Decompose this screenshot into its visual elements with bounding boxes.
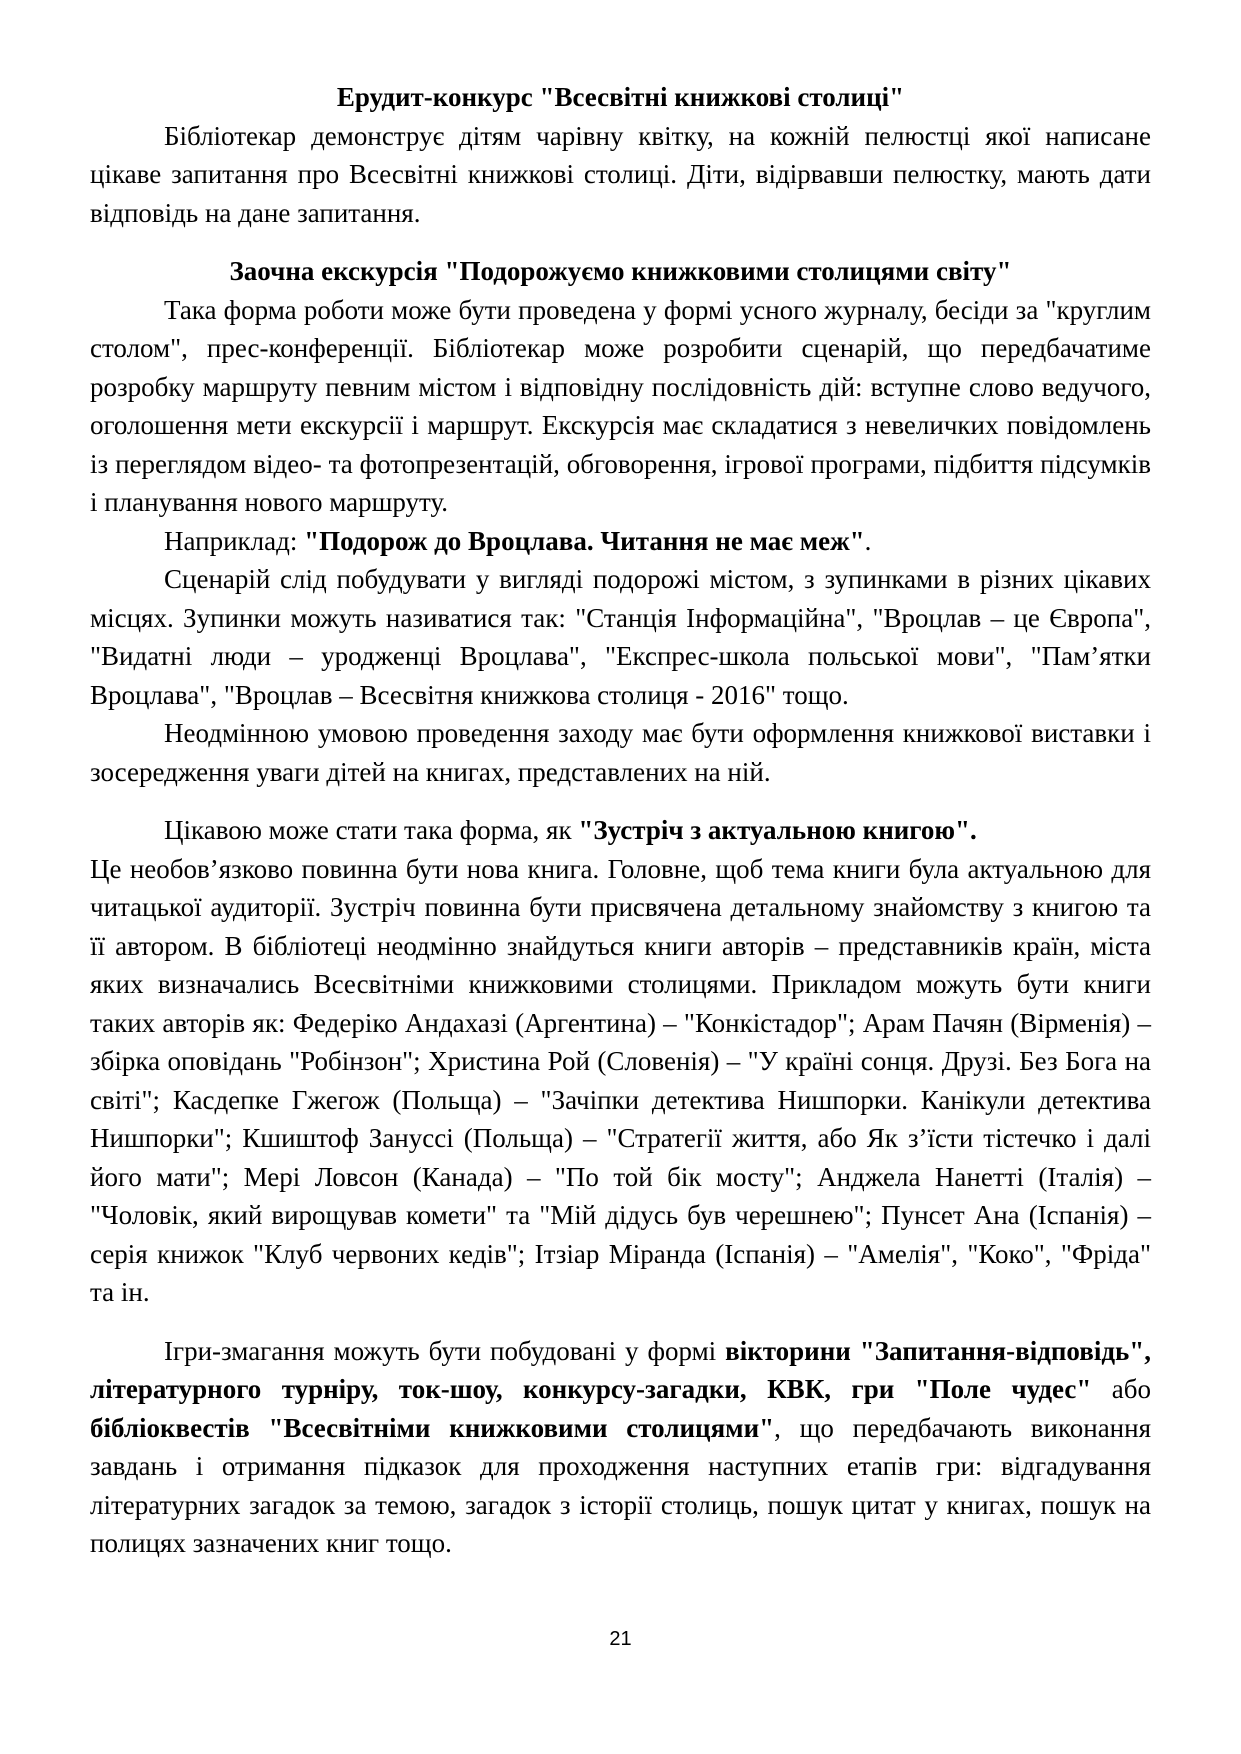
example-prefix: Наприклад: xyxy=(164,525,305,556)
page-number: 21 xyxy=(609,1628,632,1650)
spacer xyxy=(90,1312,1151,1332)
paragraph-meeting-description: Це необов’язково повинна бути нова книга. Головне, щоб тема книги була актуальною для читацької аудиторії. Зустріч повинна бути присвячена детальному знайомству з книгою та її автором. В бібліотеці неодмінно знайдуться книги авторів – представників країн, міста яких визначались Всесвітніми книжковими столицями. Прикладом можуть бути книги таких авторів як: Федеріко Андахазі (Аргентина) – "Конкістадор"; Арам Пачян (Вірменія) – збірка оповідань "Робінзон"; Христина Рой (Словенія) – "У країні сонця. Друзі. Без Бога на світі"; Касдепке Гжегож (Польща) – "Зачіпки детектива Нишпорки. Канікули детектива Нишпорки"; Кшиштоф Зануссі (Польща) – "Стратегії життя, або Як з’їсти тістечко і далі його мати"; Мері Ловсон (Канада) – "По той бік мосту"; Анджела Нанетті (Італія) – "Чоловік, який вирощував комети" та "Мій дідусь був черешнею"; Пунсет Ана (Іспанія) – серія книжок "Клуб червоних кедів"; Ітзіар Міранда (Іспанія) – "Амелія", "Коко", "Фріда" та ін. xyxy=(90,853,1151,1307)
paragraph-erudite-contest: Бібліотекар демонструє дітям чарівну квітку, на кожній пелюстці якої написане цікаве запитання про Всесвітні книжкові столиці. Діти, відірвавши пелюстку, мають дати відповідь на дане запитання. xyxy=(90,120,1151,228)
section-heading-erudite-contest: Ерудит-конкурс "Всесвітні книжкові столиці" xyxy=(336,82,905,112)
meeting-intro-prefix: Цікавою може стати така форма, як xyxy=(164,815,579,845)
paragraph-exhibition: Неодмінною умовою проведення заходу має бути оформлення книжкової виставки і зосередження уваги дітей на книгах, представлених на ній. xyxy=(90,718,1151,787)
games-text-2: або xyxy=(1091,1374,1151,1404)
spacer xyxy=(90,232,1151,252)
example-title: "Подорож до Вроцлава. Читання не має меж" xyxy=(304,525,865,556)
spacer xyxy=(90,791,1151,811)
paragraph-games xyxy=(90,1332,1151,1563)
paragraph-meeting-intro xyxy=(90,811,1151,850)
paragraph-scenario: Сценарій слід побудувати у вигляді подорожі містом, з зупинками в різних цікавих місцях. Зупинки можуть називатися так: "Станція Інформаційна", "Вроцлав – це Європа", "Видатні люди – уродженці Вроцлава", "Експрес-школа польської мови", "Пам’ятки Вроцлава", "Вроцлав – Всесвітня книжкова столиця - 2016" тощо. xyxy=(90,564,1151,710)
games-bold-2: бібліоквестів "Всесвітніми книжковими столицями" xyxy=(90,1412,775,1443)
games-text-1: Ігри-змагання можуть бути побудовані у формі xyxy=(164,1335,726,1366)
meeting-intro-title: "Зустріч з актуальною книгою". xyxy=(578,815,977,845)
games-text-3: , що передбачають виконання завдань і отримання підказок для проходження наступних етапів гри: відгадування літературних загадок за темою, загадок з історії столиць, пошук цитат у книгах, пошук на полицях зазначених книг тощо. xyxy=(90,1412,1151,1558)
paragraph-example xyxy=(90,522,1151,561)
document-page xyxy=(90,78,1151,1563)
paragraph-excursion-description: Така форма роботи може бути проведена у формі усного журналу, бесіди за "круглим столом", прес-конференції. Бібліотекар може розробити сценарій, що передбачатиме розробку маршруту певним містом і відповідну послідовність дій: вступне слово ведучого, оголошення мети екскурсії і маршрут. Екскурсія має складатися з невеличких повідомлень із переглядом відео- та фотопрезентацій, обговорення, ігрової програми, підбиття підсумків і планування нового маршруту. xyxy=(90,294,1151,517)
games-bold-1: вікторини "Запитання-відповідь", літературного турніру, ток-шоу, конкурсу-загадки, КВК, гри "Поле чудес" xyxy=(90,1335,1151,1404)
example-suffix: . xyxy=(864,525,872,556)
section-heading-virtual-excursion: Заочна екскурсія "Подорожуємо книжковими столицями світу" xyxy=(229,256,1012,286)
